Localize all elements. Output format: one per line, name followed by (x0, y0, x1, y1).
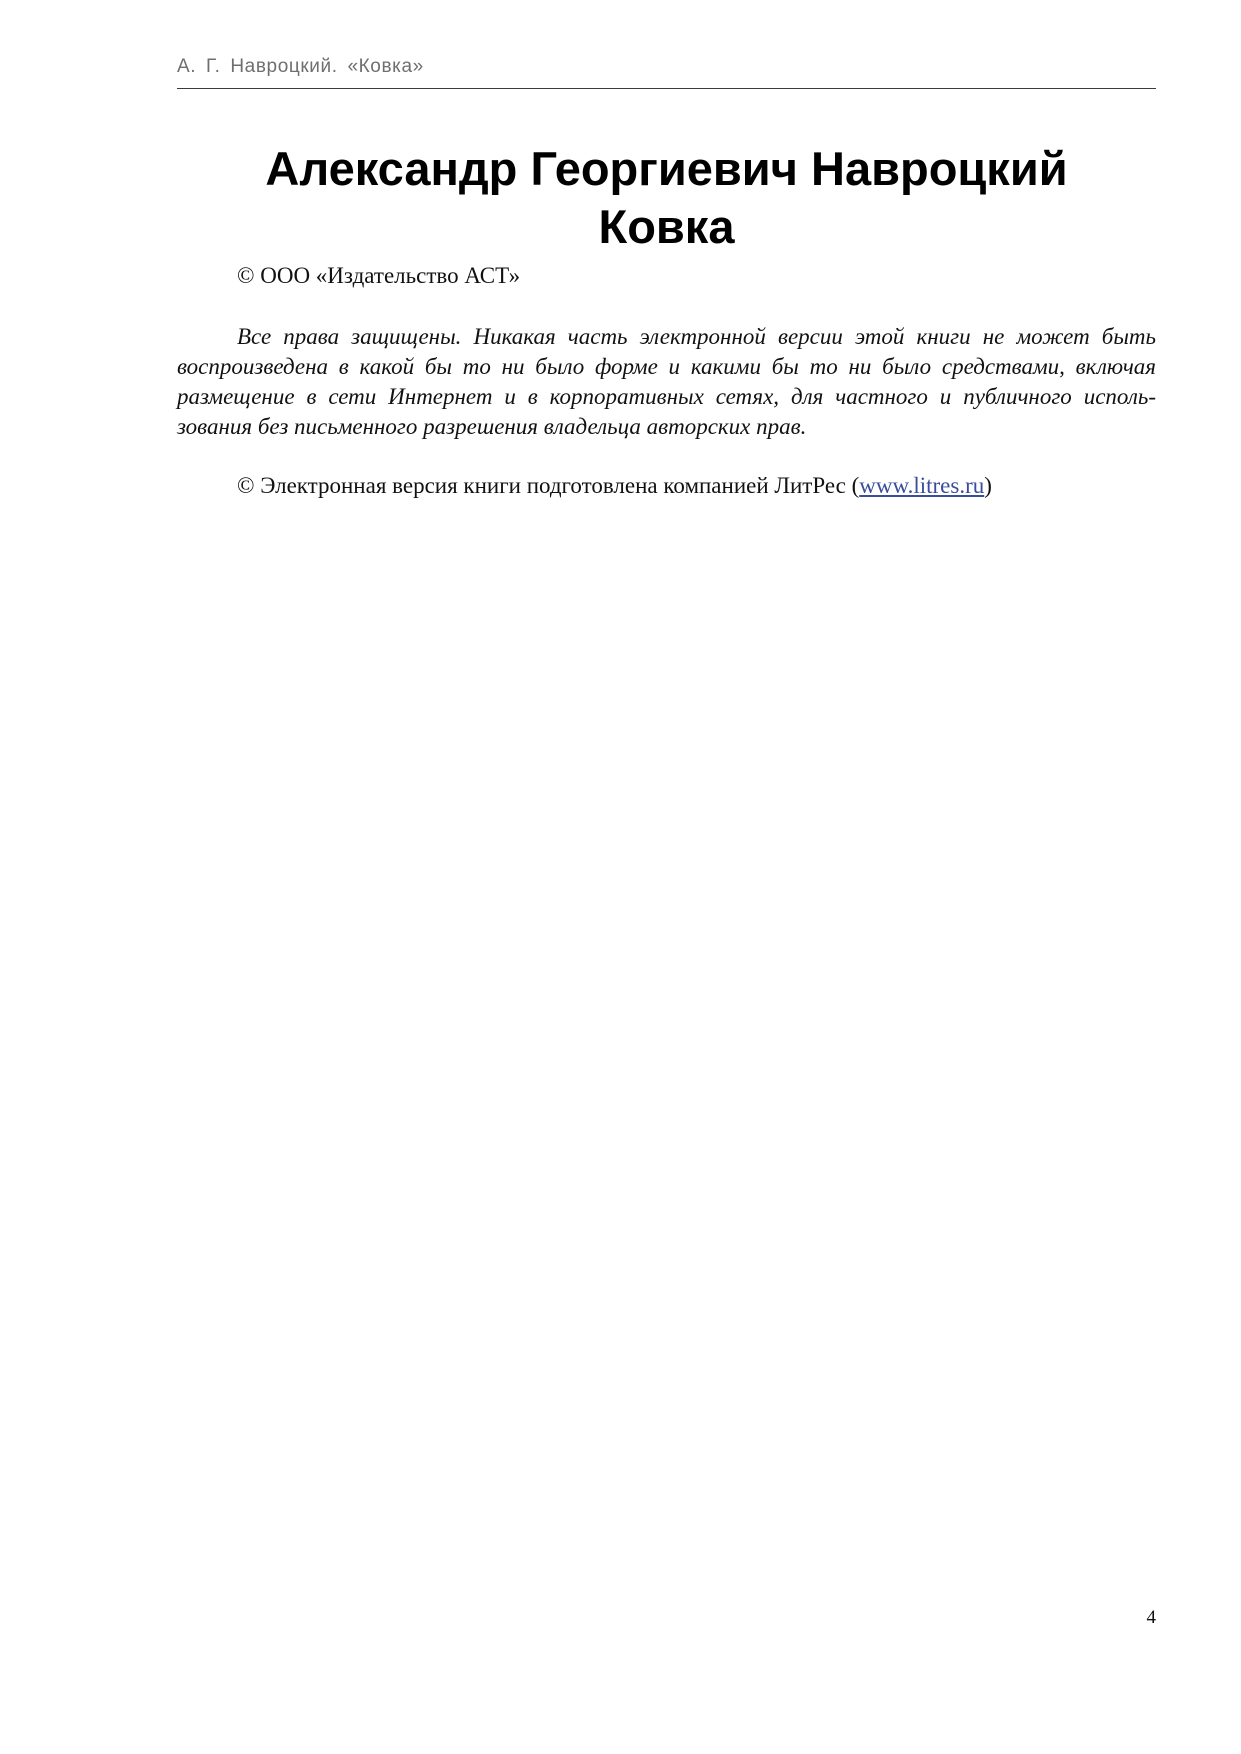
litres-suffix: ) (984, 473, 992, 498)
rights-line: Все права защищены. Никакая часть электронной версии этой книги не может быть (237, 324, 1156, 349)
rights-line: зования без письменного разрешения владельца авторских прав. (177, 414, 807, 439)
litres-link[interactable]: www.litres.ru (859, 473, 985, 498)
header-rule (177, 88, 1156, 89)
book-title-block (177, 140, 1156, 256)
rights-notice (177, 322, 1156, 442)
litres-notice (177, 471, 1156, 501)
rights-line: воспроизведена в какой бы то ни было форме и какими бы то ни было средствами, включая (177, 354, 1156, 379)
page-number: 4 (1146, 1607, 1156, 1628)
publisher-copyright: © ООО «Издательство АСТ» (237, 263, 521, 288)
litres-prefix: © Электронная версия книги подготовлена компанией ЛитРес ( (237, 473, 860, 498)
book-title: Ковка (598, 200, 735, 253)
running-header: А. Г. Навроцкий. «Ковка» (177, 56, 424, 77)
rights-line: размещение в сети Интернет и в корпоративных сетях, для частного и публичного исполь- (177, 384, 1156, 409)
author-name: Александр Георгиевич Навроцкий (265, 142, 1068, 195)
